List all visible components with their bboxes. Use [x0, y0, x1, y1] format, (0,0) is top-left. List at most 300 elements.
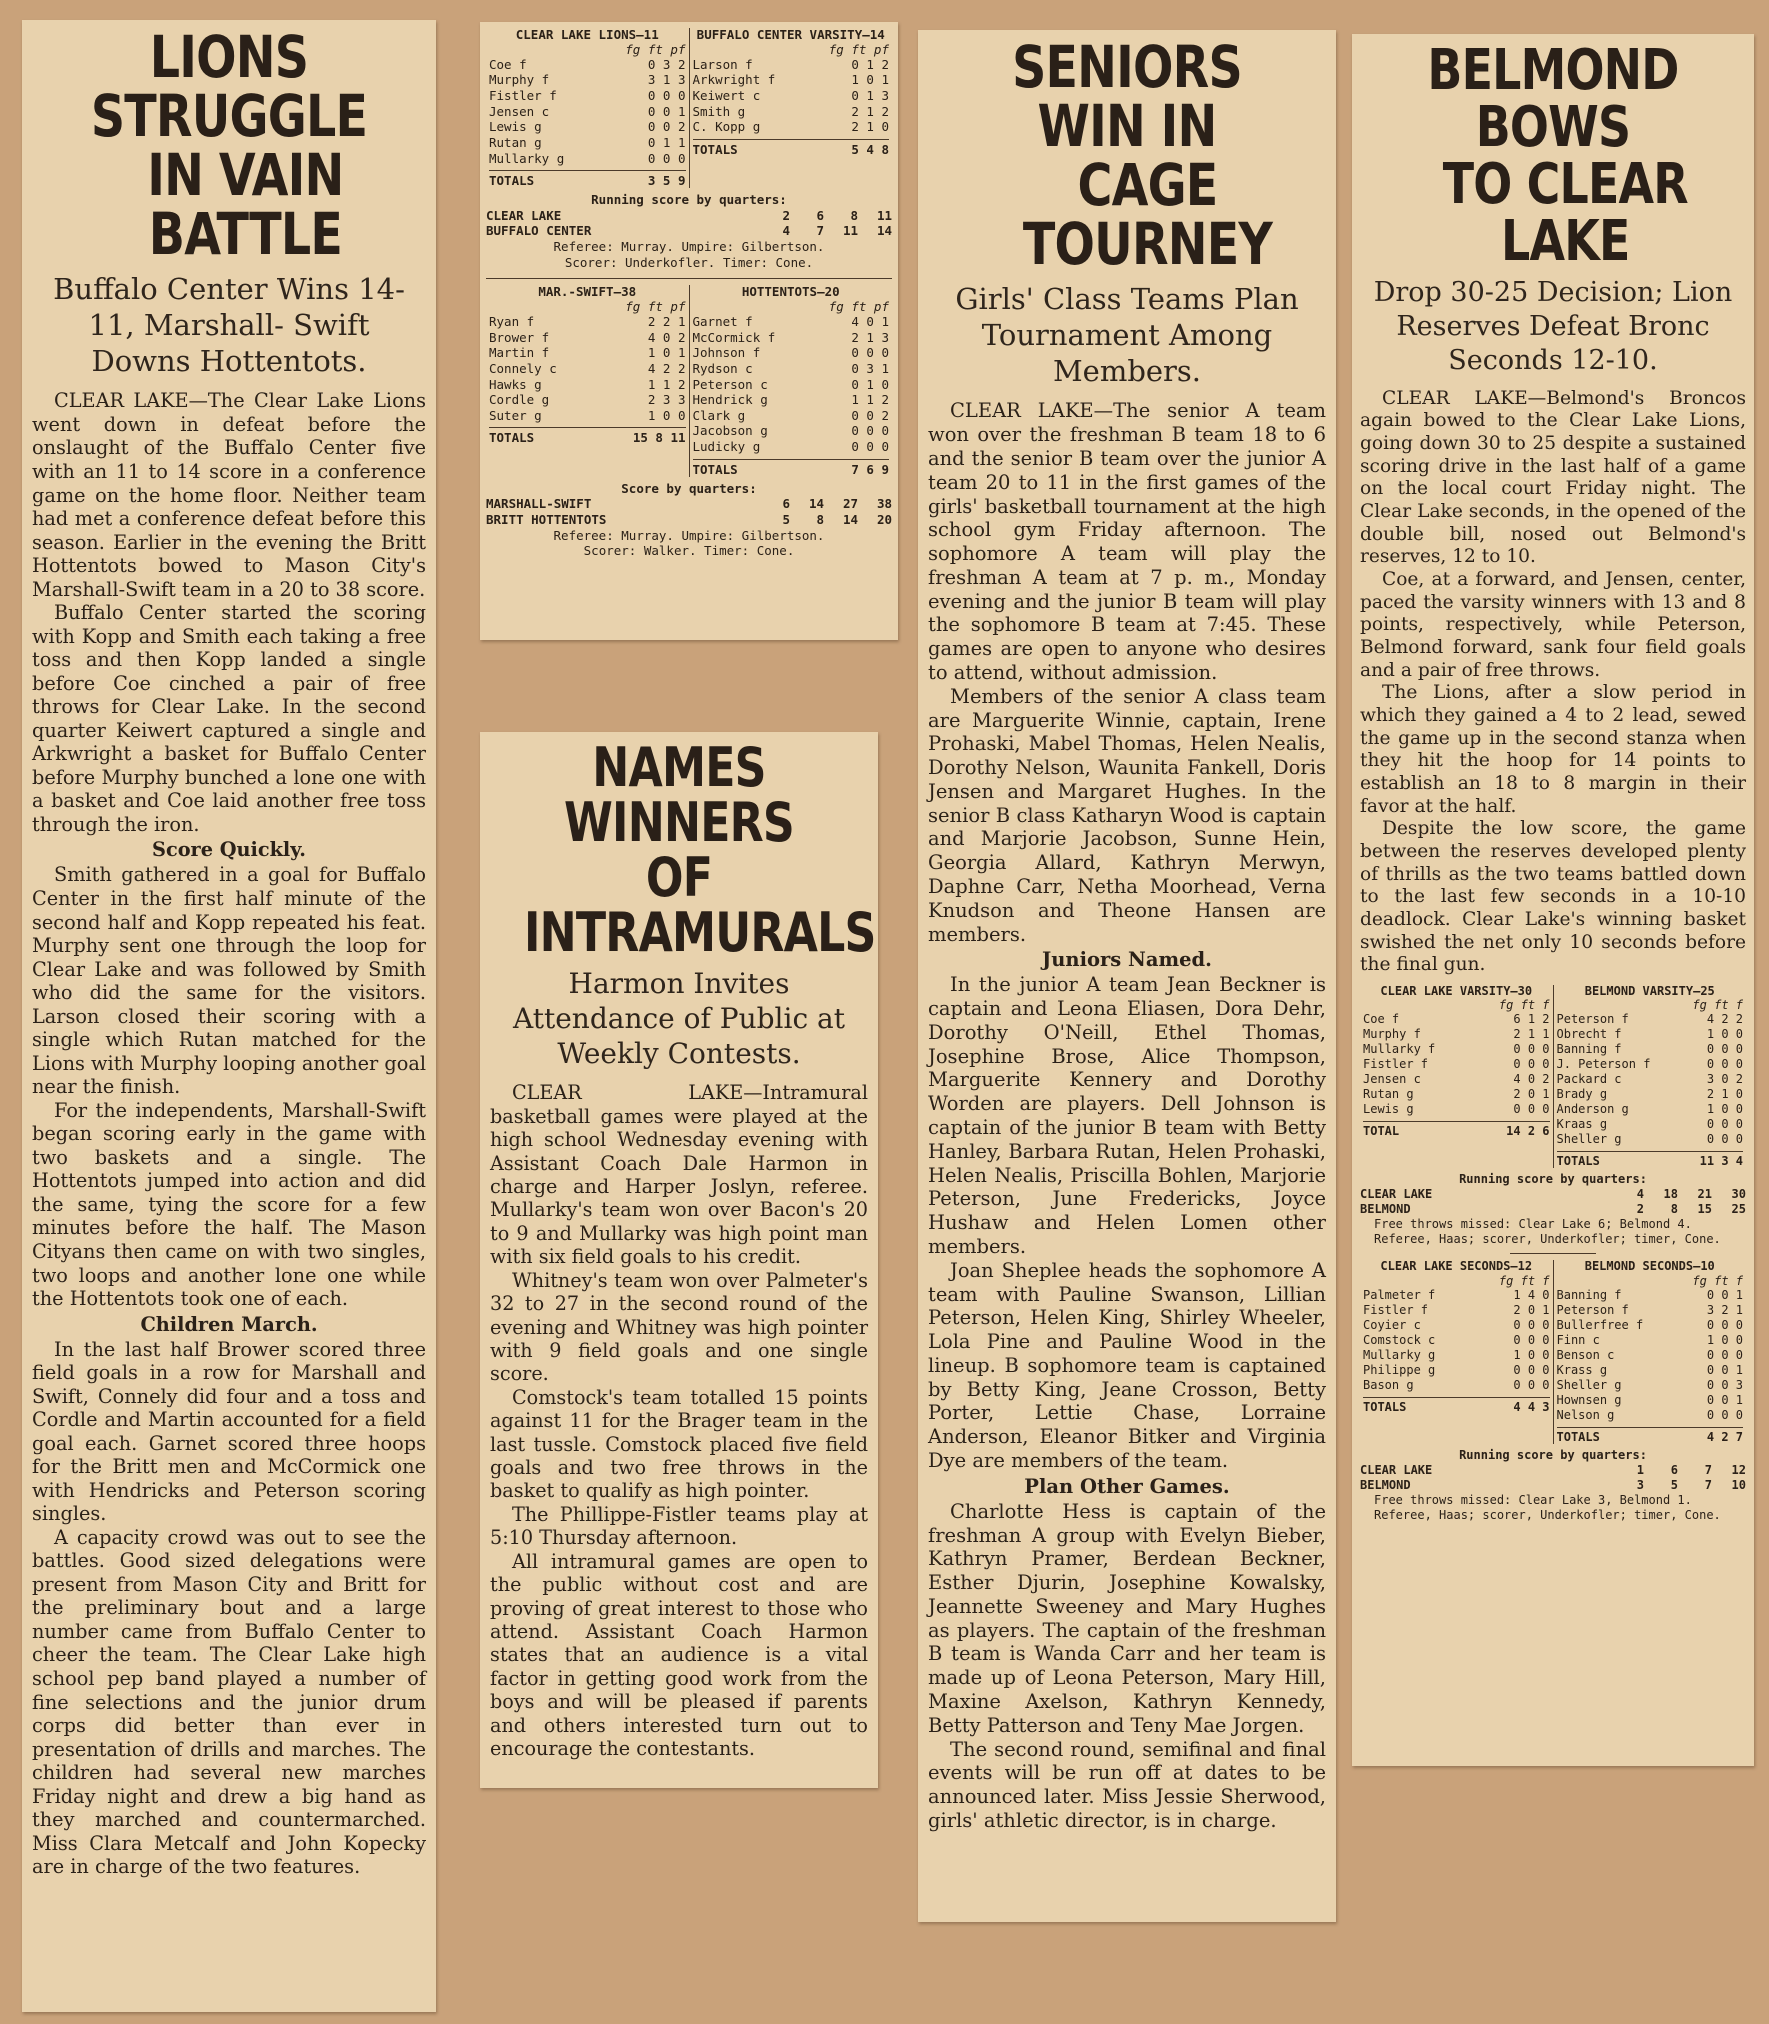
quarter-value: 10: [1731, 1477, 1746, 1492]
quarter-value: 14: [876, 223, 892, 239]
paragraph: For the independents, Marshall-Swift began scoring early in the game with two baskets and a single. The Hottentots jumped into action and did the same, tying the score for a few minutes before the half. The Mason Cityans then came on with two singles, two loops and another lone one while the Hottentots took one of each.: [32, 1098, 426, 1311]
clipping-lions-struggle: [22, 20, 436, 2012]
player-name: Coyier c: [1363, 1317, 1421, 1332]
totals-stats: 4 2 7: [1706, 1429, 1743, 1444]
player-name: Peterson f: [1556, 1012, 1629, 1027]
quarter-team: BELMOND: [1360, 1202, 1411, 1217]
headline-line-1: NAMES WINNERS: [564, 736, 794, 855]
player-name: Banning f: [1556, 1042, 1622, 1057]
player-stats: 0 0 1: [1706, 1362, 1743, 1377]
headline: [67, 23, 390, 269]
totals-row: [1557, 1427, 1744, 1444]
paragraph: Joan Sheplee heads the sophomore A team with Pauline Swanson, Lillian Peterson, Helen King, Shirley Wheeler, Lola Pine and Pauline Wood in the lineup. B sophomore team is captained by Betty King, Jeane Crosson, Betty Porter, Lettie Chase, Lorraine Anderson, Eleanor Bitker and Virginia Dye are members of the team.: [928, 1258, 1326, 1472]
player-name: C. Kopp g: [692, 119, 761, 135]
player-name: Connely c: [489, 360, 557, 376]
player-row: [1557, 1363, 1744, 1378]
player-name: Bason g: [1363, 1377, 1414, 1392]
player-name: Peterson c: [692, 376, 768, 392]
player-row: [693, 423, 890, 439]
free-throws-missed: Free throws missed: Clear Lake 6; Belmond 4.: [1374, 1217, 1692, 1232]
player-row: [693, 57, 890, 73]
player-row: [489, 119, 686, 135]
totals-row: [1363, 1121, 1550, 1138]
player-name: Rutan g: [489, 134, 542, 150]
player-stats: 2 0 1: [1513, 1302, 1550, 1317]
subhead: Juniors Named.: [1042, 948, 1212, 972]
player-row: [489, 392, 686, 408]
box-score-grid: [486, 285, 892, 476]
stat-columns-header: fg ft pf: [625, 41, 686, 57]
player-name: Mullarky f: [1363, 1042, 1436, 1057]
box-score-footer: [486, 192, 892, 270]
player-stats: 1 0 0: [1706, 1027, 1743, 1042]
player-stats: 0 0 0: [1513, 1332, 1550, 1347]
player-stats: 0 0 0: [1513, 1042, 1550, 1057]
player-stats: 1 1 2: [647, 376, 686, 392]
quarter-team: CLEAR LAKE: [1360, 1462, 1433, 1477]
player-name: Jensen c: [1363, 1072, 1421, 1087]
deck: Girls' Class Teams Plan Tournament Among Members.: [955, 281, 1299, 389]
clipping-belmond-bows: [1352, 34, 1754, 1766]
player-name: Fistler f: [489, 88, 557, 103]
article-body: [1360, 388, 1746, 977]
player-name: Rydson c: [692, 360, 753, 376]
player-stats: 0 0 0: [1513, 1377, 1550, 1392]
player-name: Ryan f: [489, 314, 535, 329]
player-name: Jacobson g: [692, 423, 768, 439]
quarter-value: 6: [782, 496, 790, 512]
running-score-label: Running score by quarters:: [1459, 1172, 1647, 1187]
player-stats: 3 0 2: [1706, 1072, 1743, 1087]
player-row: [693, 361, 890, 377]
player-name: Fistler f: [1363, 1302, 1429, 1317]
player-row: [489, 72, 686, 88]
article-body: [32, 389, 426, 1878]
player-row: [489, 314, 686, 330]
totals-row: [489, 427, 686, 445]
stat-columns-header: fg ft pf: [828, 299, 889, 314]
deck: Harmon Invites Attendance of Public at Weekly Contests.: [513, 967, 845, 1071]
player-name: Coe f: [1363, 1012, 1400, 1027]
running-score-label: Running score by quarters:: [591, 192, 787, 208]
player-stats: 0 0 2: [647, 119, 686, 135]
player-stats: 2 1 0: [1706, 1087, 1743, 1102]
player-row: [1363, 1318, 1550, 1333]
player-row: [1557, 1132, 1744, 1147]
player-row: [1363, 1363, 1550, 1378]
paragraph: The Lions, after a slow period in which they gained a 4 to 2 lead, sewed the game up in the second stanza when they hit the hoop for 14 points to establish an 18 to 8 margin in their favor at the half.: [1360, 682, 1746, 817]
player-row: [1557, 1117, 1744, 1132]
player-stats: 1 0 0: [1513, 1347, 1550, 1362]
player-row: [1557, 1042, 1744, 1057]
player-stats: 2 3 3: [647, 392, 686, 408]
totals-label: TOTALS: [1556, 1154, 1600, 1169]
quarter-value: 14: [842, 511, 858, 527]
headline-line-2: CAGE TOURNEY: [1022, 151, 1273, 279]
quarter-value: 3: [1636, 1477, 1644, 1492]
player-name: Philippe g: [1363, 1362, 1436, 1377]
player-name: Nelson g: [1556, 1407, 1615, 1422]
running-score-label: Score by quarters:: [621, 480, 757, 496]
deck: Buffalo Center Wins 14-11, Marshall- Swift Downs Hottentots.: [53, 271, 405, 379]
player-name: Anderson g: [1556, 1102, 1629, 1117]
paragraph: In the last half Brower scored three field goals in a row for Marshall and Swift, Connely did four and a toss and Cordle and Martin accounted for a field goal each. Garnet scored three hoops for the Britt men and McCormick one with Hendricks and Peterson scoring singles.: [32, 1337, 426, 1526]
player-row: [1363, 1057, 1550, 1072]
totals-stats: 15 8 11: [632, 430, 686, 446]
quarter-value: 8: [850, 207, 858, 223]
player-stats: 2 1 0: [851, 119, 889, 135]
quarter-value: 14: [808, 496, 824, 512]
player-name: McCormick f: [692, 329, 776, 345]
player-name: Krass g: [1556, 1362, 1608, 1377]
player-stats: 0 3 2: [647, 56, 686, 72]
player-stats: 3 2 1: [1706, 1302, 1743, 1317]
player-name: Fistler f: [1363, 1057, 1429, 1072]
paragraph: Comstock's team totalled 15 points against 11 for the Brager team in the last tussle. Comstock placed five field goals and two free throws in the basket to qualify as high pointer.: [490, 1385, 868, 1503]
player-name: Clark g: [692, 407, 746, 423]
player-name: Hownsen g: [1556, 1392, 1622, 1407]
stat-columns-header: fg ft pf: [828, 41, 889, 57]
divider: [1510, 1253, 1596, 1254]
right-team-column: [689, 28, 893, 188]
totals-label: TOTALS: [1556, 1429, 1600, 1444]
quarter-value: 8: [816, 511, 824, 527]
stat-columns-header: fg ft f: [1692, 1273, 1743, 1288]
player-stats: 0 1 1: [647, 134, 686, 150]
box-score-grid: [1360, 985, 1746, 1168]
player-name: Coe f: [489, 56, 527, 72]
player-row: [1363, 1348, 1550, 1363]
totals-label: TOTALS: [1363, 1399, 1407, 1414]
player-row: [489, 135, 686, 151]
player-name: Lewis g: [1363, 1102, 1414, 1117]
free-throws-missed: Free throws missed: Clear Lake 3, Belmond 1.: [1374, 1492, 1692, 1507]
team-title: CLEAR LAKE VARSITY—30: [1380, 984, 1533, 999]
quarter-value: 7: [1704, 1477, 1712, 1492]
player-stats: 0 0 0: [1706, 1042, 1743, 1057]
quarter-team: CLEAR LAKE: [1360, 1187, 1433, 1202]
totals-row: [1363, 1397, 1550, 1414]
player-stats: 2 2 1: [647, 314, 686, 329]
player-stats: 0 0 0: [1513, 1317, 1550, 1332]
player-row: [1363, 1303, 1550, 1318]
paragraph: Charlotte Hess is captain of the freshman A group with Evelyn Bieber, Kathryn Pramer, Berdean Beckner, Esther Djurin, Josephine Kowalsky, Jeannette Sweeney and Mary Hughes as players. The captain of the freshman B team is Wanda Carr and her team is made up of Leona Peterson, Mary Hill, Maxine Axelson, Kathryn Kennedy, Betty Patterson and Teny Mae Jorgen.: [928, 1499, 1326, 1737]
quarter-value: 1: [1636, 1462, 1644, 1477]
quarter-team: BRITT HOTTENTOTS: [486, 511, 607, 527]
player-stats: 0 0 0: [1513, 1362, 1550, 1377]
right-team-column: [1553, 985, 1747, 1168]
player-stats: 0 1 2: [851, 56, 889, 72]
paragraph: CLEAR LAKE—The Clear Lake Lions went down in defeat before the onslaught of the Buffalo Center five with an 11 to 14 score in a conference game on the home floor. Neither team had met a conference defeat before this season. Earlier in the evening the Britt Hottentots bowed to Mason City's Marshall-Swift team in a 20 to 38 score.: [32, 389, 426, 601]
player-row: [1363, 1012, 1550, 1027]
totals-stats: 7 6 9: [851, 461, 889, 477]
clipping-box-scores: [480, 22, 898, 640]
quarter-score-row: [486, 208, 892, 224]
player-name: Murphy f: [1363, 1027, 1421, 1042]
player-stats: 1 0 0: [647, 407, 686, 423]
player-stats: 0 0 0: [851, 423, 889, 439]
player-name: Martin f: [489, 345, 550, 361]
player-name: Ludicky g: [692, 439, 761, 454]
quarter-value: 2: [782, 207, 790, 223]
paragraph: A capacity crowd was out to see the battles. Good sized delegations were present from Mason City and Britt for the preliminary bout and a large number came from Buffalo Center to cheer the team. The Clear Lake high school pep band played a number of fine selections and the junior drum corps did better than ever in presentation of drills and marches. The children had several new marches Friday night and drew a big hand as they marched and countermarched. Miss Clara Metcalf and John Kopecky are in charge of the two features.: [32, 1525, 426, 1879]
article-body: [490, 1081, 868, 1760]
paragraph: Whitney's team won over Palmeter's 32 to 27 in the second round of the evening and Whitney was high pointer with 9 field goals and one single score.: [490, 1268, 868, 1386]
player-name: Kraas g: [1556, 1117, 1608, 1132]
player-stats: 4 0 2: [1513, 1072, 1550, 1087]
player-name: Hendrick g: [692, 392, 768, 408]
player-name: Sheller g: [1556, 1132, 1622, 1147]
player-name: Palmeter f: [1363, 1287, 1436, 1302]
player-row: [489, 408, 686, 424]
deck: Drop 30-25 Decision; Lion Reserves Defeat Bronc Seconds 12-10.: [1373, 277, 1733, 376]
totals-stats: 3 5 9: [647, 173, 686, 189]
paragraph: In the junior A team Jean Beckner is captain and Leona Eliasen, Dora Dehr, Dorothy O'Neill, Ethel Thomas, Josephine Brose, Alice Thompson, Marguerite Kennery and Dorothy Worden are players. Dell Johnson is captain of the junior B team with Betty Hanley, Barbara Rutan, Helen Prohaski, Helen Nealis, Priscilla Bohlen, Marjorie Peterson, June Fredericks, Joyce Hushaw and Helen Lomen other members.: [928, 973, 1326, 1258]
quarter-team: CLEAR LAKE: [486, 207, 562, 223]
player-stats: 3 1 3: [647, 72, 686, 88]
player-row: [1363, 1333, 1550, 1348]
totals-label: TOTALS: [489, 430, 535, 446]
player-row: [1557, 1303, 1744, 1318]
box-score-lions-buffalo: [486, 28, 892, 270]
player-stats: 0 0 0: [647, 88, 686, 103]
right-team-column: [689, 285, 893, 476]
player-stats: 0 0 1: [1706, 1392, 1743, 1407]
left-team-column: [1360, 1260, 1553, 1443]
totals-label: TOTALS: [489, 173, 535, 189]
player-row: [1557, 1087, 1744, 1102]
player-name: Garnet f: [692, 314, 753, 329]
player-stats: 0 1 3: [851, 88, 889, 103]
totals-stats: 14 2 6: [1506, 1124, 1550, 1139]
box-score-marswift-hottentots: [486, 285, 892, 559]
player-name: Johnson f: [692, 345, 761, 361]
player-row: [1557, 1333, 1744, 1348]
scorer-timer: Scorer: Walker. Timer: Cone.: [583, 543, 795, 559]
headline: [1395, 38, 1712, 275]
quarter-value: 27: [842, 496, 858, 512]
player-name: Suter g: [489, 407, 542, 423]
quarter-value: 21: [1697, 1187, 1712, 1202]
team-title: HOTTENTOTS—20: [741, 284, 840, 300]
player-stats: 6 1 2: [1513, 1012, 1550, 1027]
quarter-value: 7: [816, 223, 824, 239]
player-stats: 0 0 0: [1513, 1057, 1550, 1072]
player-name: Arkwright f: [692, 72, 776, 88]
totals-stats: 5 4 8: [851, 141, 889, 157]
player-stats: 0 0 1: [1706, 1287, 1743, 1302]
player-row: [1557, 1393, 1744, 1408]
officials: Referee: Murray. Umpire: Gilbertson.: [553, 527, 825, 543]
player-name: Banning f: [1556, 1287, 1622, 1302]
player-name: Finn c: [1556, 1332, 1600, 1347]
quarter-value: 25: [1731, 1202, 1746, 1217]
paragraph: CLEAR LAKE—Intramural basketball games were played at the high school Wednesday evening with Assistant Coach Dale Harmon in charge and Harper Joslyn, referee. Mullarky's team won over Bacon's 20 to 9 and Mullarky was high point man with six field goals to his credit.: [490, 1081, 868, 1269]
quarter-team: MARSHALL-SWIFT: [486, 496, 592, 512]
player-row: [1557, 1072, 1744, 1087]
player-name: Comstock c: [1363, 1332, 1436, 1347]
subhead: Score Quickly.: [152, 838, 306, 862]
paragraph: The second round, semifinal and final events will be run off at dates to be announced later. Miss Jessie Sherwood, girls' athletic director, is in charge.: [928, 1737, 1326, 1832]
player-stats: 0 0 3: [1706, 1377, 1743, 1392]
officials: Referee: Murray. Umpire: Gilbertson.: [553, 239, 825, 254]
headline-line-2: TO CLEAR LAKE: [1442, 152, 1688, 275]
box-score-grid: [1360, 1260, 1746, 1443]
player-name: Benson c: [1556, 1347, 1615, 1362]
player-name: Bullerfree f: [1556, 1317, 1644, 1332]
player-row: [1363, 1027, 1550, 1042]
player-stats: 4 0 2: [647, 329, 686, 345]
box-score-varsity: [1360, 985, 1746, 1247]
player-stats: 2 1 3: [851, 329, 889, 345]
player-row: [489, 361, 686, 377]
player-stats: 0 0 0: [1706, 1057, 1743, 1072]
player-name: J. Peterson f: [1556, 1057, 1651, 1072]
paragraph: Coe, at a forward, and Jensen, center, paced the varsity winners with 13 and 8 points, respectively, while Peterson, Belmond forward, sank four field goals and a pair of free throws.: [1360, 569, 1746, 681]
player-stats: 1 0 0: [1706, 1102, 1743, 1117]
player-row: [1557, 1027, 1744, 1042]
totals-row: [489, 170, 686, 188]
quarter-value: 6: [816, 207, 824, 223]
divider: [486, 278, 892, 279]
player-row: [1557, 1012, 1744, 1027]
player-row: [1557, 1408, 1744, 1423]
player-row: [1557, 1288, 1744, 1303]
player-name: Brady g: [1556, 1087, 1608, 1102]
player-stats: 2 1 1: [1513, 1027, 1550, 1042]
player-stats: 4 0 1: [851, 314, 889, 329]
quarter-value: 5: [1670, 1477, 1678, 1492]
player-row: [1557, 1378, 1744, 1393]
quarter-team: BUFFALO CENTER: [486, 223, 592, 239]
player-name: Rutan g: [1363, 1087, 1414, 1102]
left-team-column: [1360, 985, 1553, 1168]
quarter-score-row: [486, 223, 892, 239]
player-row: [1557, 1057, 1744, 1072]
quarter-score-row: [1360, 1187, 1746, 1202]
player-stats: 0 0 0: [1706, 1117, 1743, 1132]
stat-columns-header: fg ft f: [1498, 1273, 1550, 1288]
headline: [524, 736, 876, 965]
headline: [964, 33, 1290, 279]
quarter-team: BELMOND: [1360, 1477, 1411, 1492]
player-row: [1363, 1072, 1550, 1087]
box-score-grid: [486, 28, 892, 188]
player-row: [693, 377, 890, 393]
player-stats: 1 0 0: [1706, 1332, 1743, 1347]
player-name: Brower f: [489, 329, 550, 345]
paragraph: The Phillippe-Fistler teams play at 5:10 Thursday afternoon.: [490, 1502, 868, 1550]
quarter-value: 5: [782, 511, 790, 527]
subhead: Children March.: [140, 1312, 318, 1336]
team-title: BELMOND VARSITY—25: [1584, 984, 1715, 999]
team-title: BELMOND SECONDS—10: [1584, 1259, 1715, 1274]
box-score-footer: [486, 481, 892, 559]
quarter-value: 11: [876, 207, 892, 223]
clipping-names-winners: [480, 732, 878, 1788]
player-stats: 0 0 0: [851, 439, 889, 454]
player-row: [693, 392, 890, 408]
totals-label: TOTALS: [692, 141, 738, 157]
box-score-footer: [1360, 1172, 1746, 1247]
quarter-value: 15: [1697, 1202, 1712, 1217]
paragraph: Buffalo Center started the scoring with Kopp and Smith each taking a free toss and then Kopp landed a single before Coe cinched a pair of free throws for Clear Lake. In the second quarter Keiwert captured a single and Arkwright a basket for Buffalo Center before Murphy bunched a lone one with a basket and Coe laid another free toss through the iron.: [32, 601, 426, 836]
right-team-column: [1553, 1260, 1747, 1443]
player-row: [693, 330, 890, 346]
left-team-column: [486, 285, 689, 476]
player-row: [489, 330, 686, 346]
quarter-score-row: [1360, 1202, 1746, 1217]
quarter-value: 30: [1731, 1187, 1746, 1202]
quarter-value: 6: [1670, 1462, 1678, 1477]
player-row: [1363, 1288, 1550, 1303]
quarter-value: 11: [842, 223, 858, 239]
player-stats: 1 4 0: [1513, 1287, 1550, 1302]
player-stats: 0 3 1: [851, 360, 889, 376]
team-title: MAR.-SWIFT—38: [538, 284, 637, 300]
clipping-seniors-win: [918, 30, 1336, 1922]
quarter-value: 38: [876, 496, 892, 512]
player-stats: 0 0 0: [1706, 1132, 1743, 1147]
player-row: [489, 151, 686, 167]
player-name: Smith g: [692, 103, 746, 119]
player-stats: 1 1 2: [851, 392, 889, 408]
player-row: [1557, 1348, 1744, 1363]
player-row: [489, 88, 686, 104]
totals-row: [693, 139, 890, 157]
player-stats: 0 0 0: [1706, 1407, 1743, 1422]
box-score-seconds: [1360, 1260, 1746, 1522]
player-row: [693, 104, 890, 120]
scorer-timer: Scorer: Underkofler. Timer: Cone.: [564, 254, 814, 270]
quarter-score-row: [1360, 1463, 1746, 1478]
player-row: [1363, 1042, 1550, 1057]
player-stats: 0 0 0: [1706, 1347, 1743, 1362]
player-name: Keiwert c: [692, 88, 761, 103]
player-row: [693, 408, 890, 424]
player-name: Lewis g: [489, 119, 542, 135]
player-name: Murphy f: [489, 72, 550, 88]
player-row: [1363, 1102, 1550, 1117]
player-stats: 2 0 1: [1513, 1087, 1550, 1102]
player-row: [693, 119, 890, 135]
player-name: Mullarky g: [489, 150, 565, 166]
team-title: BUFFALO CENTER VARSITY—14: [696, 27, 885, 42]
stat-columns-header: fg ft f: [1692, 998, 1743, 1013]
quarter-score-row: [1360, 1478, 1746, 1493]
player-name: Mullarky g: [1363, 1347, 1436, 1362]
player-name: Larson f: [692, 56, 753, 72]
player-stats: 0 0 0: [1706, 1317, 1743, 1332]
box-score-footer: [1360, 1448, 1746, 1523]
stat-columns-header: fg ft f: [1498, 998, 1550, 1013]
left-team-column: [486, 28, 689, 188]
paragraph: Members of the senior A class team are Marguerite Winnie, captain, Irene Prohaski, Mabel Thomas, Helen Nealis, Dorothy Nelson, Waunita Fankell, Doris Jensen and Margaret Hughes. In the senior B class Katharyn Wood is captain and Marjorie Jacobson, Sunne Hein, Georgia Allard, Kathryn Merwyn, Daphne Carr, Netha Moorhead, Verna Knudson and Theone Hansen are members.: [928, 684, 1326, 946]
paragraph: Smith gathered in a goal for Buffalo Center in the first half minute of the second half and Kopp repeated his feat. Murphy sent one through the loop for Clear Lake and was followed by Smith who did the same for the visitors. Larson closed their scoring with a single which Rutan matched for the Lions with Murphy looping another goal near the finish.: [32, 863, 426, 1099]
player-row: [1363, 1378, 1550, 1393]
headline-line-2: OF INTRAMURALS: [524, 846, 876, 965]
player-stats: 0 0 0: [647, 150, 686, 166]
player-row: [693, 314, 890, 330]
player-row: [489, 57, 686, 73]
subhead: Plan Other Games.: [1024, 1474, 1230, 1498]
player-row: [1557, 1318, 1744, 1333]
headline-line-1: LIONS STRUGGLE: [90, 23, 368, 151]
totals-row: [693, 459, 890, 477]
totals-label: TOTALS: [692, 461, 738, 477]
paragraph: CLEAR LAKE—Belmond's Broncos again bowed to the Clear Lake Lions, going down 30 to 25 despite a sustained scoring drive in the last half of a game on the local court Friday night. The Clear Lake seconds, in the opened of the double bill, nosed out Belmond's reserves, 12 to 10.: [1360, 387, 1746, 568]
player-row: [489, 377, 686, 393]
